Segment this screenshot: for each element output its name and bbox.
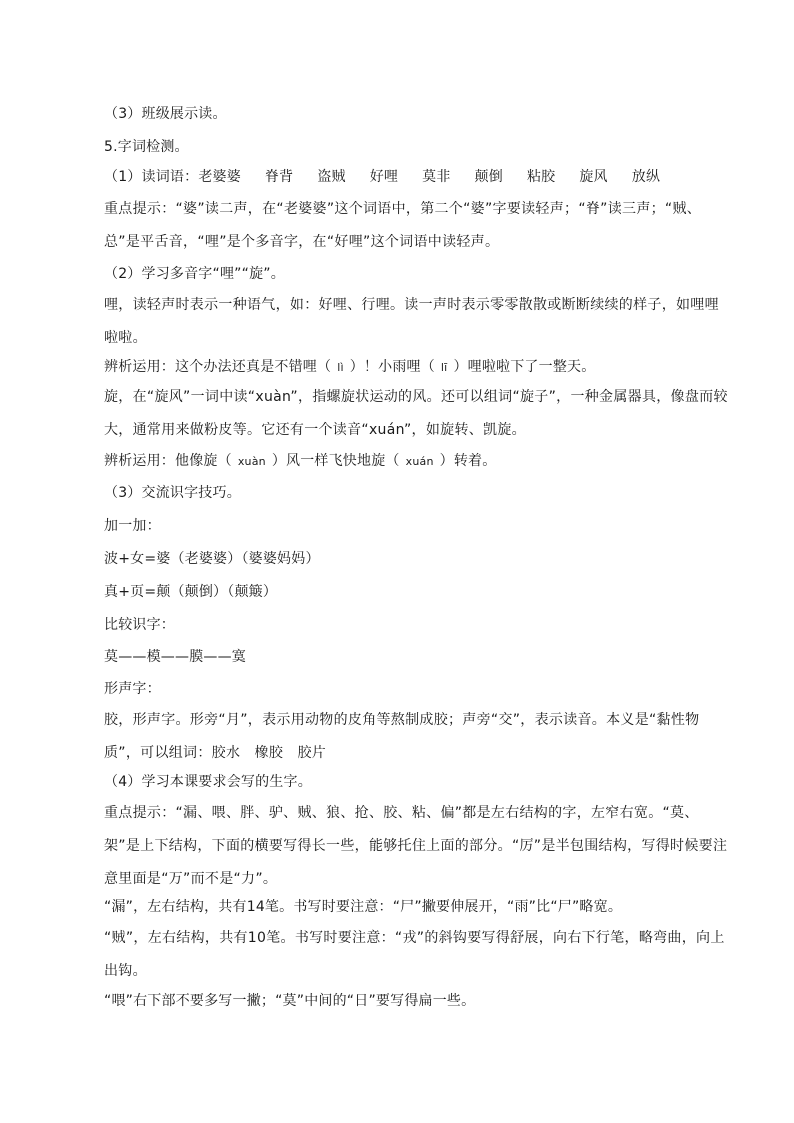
line-compare-chars: 莫——模——膜——寞 — [104, 649, 246, 665]
word-item: 好哩 — [369, 169, 399, 185]
word-item: 莫非 — [422, 169, 451, 185]
paragraph-text: 旋，在“旋风”一词中读“xuàn”，指螺旋状运动的风。还可以组词“旋子”，一种金属器具，像盘而较大，通常用来做粉皮等。它还有一个读音“xuán”，如旋转、凯旋。 — [104, 389, 728, 438]
paragraph-key-tips-1 — [90, 193, 730, 259]
paragraph-text: 重点提示：“婆”读二声，在“老婆婆”这个词语中，第二个“婆”字要读轻声；“脊”读三声；“贼、总”是平舌音，“哩”是个多音字，在“好哩”这个词语中读轻声。 — [104, 201, 702, 250]
line-add-dian: 真+页=颠（颠倒）（颠簸） — [104, 584, 278, 600]
text-segment: ）转着。 — [439, 453, 497, 469]
text-segment: ）哩啦啦下了一整天。 — [453, 359, 596, 375]
pinyin-answer: lī — [440, 361, 448, 374]
word-item: 脊背 — [264, 169, 294, 185]
pinyin-answer: xuàn — [237, 455, 266, 468]
word-list-prefix: （1）读词语： — [104, 169, 199, 185]
word-item: 粘胶 — [526, 169, 556, 185]
text-segment: ）风一样飞快地旋（ — [271, 453, 400, 469]
line-li-practice — [104, 357, 744, 378]
pinyin-answer: xuán — [405, 455, 434, 468]
line-polyphonic-heading: （2）学习多音字“哩”“旋”。 — [104, 266, 285, 282]
text-segment: 辨析运用：这个办法还真是不错哩（ — [104, 359, 332, 375]
line-class-reading: （3）班级展示读。 — [104, 106, 227, 122]
paragraph-text: 哩，读轻声时表示一种语气，如：好哩、行哩。读一声时表示零零散散或断断续续的样子，如哩哩啦啦。 — [104, 297, 719, 346]
line-literacy-skills: （3）交流识字技巧。 — [104, 485, 241, 501]
paragraph-zei-tips — [90, 922, 730, 988]
line-word-check-heading: 5.字词检测。 — [104, 139, 189, 155]
paragraph-text: 胶，形声字。形旁“月”，表示用动物的皮角等熬制成胶；声旁“交”，表示读音。本义是“黏性物质”，可以组词：胶水 橡胶 胶片 — [104, 712, 700, 761]
word-item: 盗贼 — [317, 169, 346, 185]
line-add-heading: 加一加： — [104, 518, 161, 534]
paragraph-key-tips-2 — [90, 797, 730, 896]
paragraph-li-explanation — [90, 289, 730, 355]
line-lou-tips: “漏”，左右结构，共有14笔。书写时要注意：“尸”撇要伸展开，“雨”比“尸”略宽。 — [104, 899, 623, 915]
word-item: 放纵 — [631, 169, 661, 185]
word-item: 老婆婆 — [198, 169, 241, 185]
line-word-list — [104, 167, 744, 187]
text-segment: 辨析运用：他像旋（ — [104, 453, 232, 469]
word-item: 旋风 — [579, 169, 608, 185]
line-add-po: 波+女=婆（老婆婆）（婆婆妈妈） — [104, 551, 320, 567]
line-write-heading: （4）学习本课要求会写的生字。 — [104, 774, 312, 790]
line-phonetic-heading: 形声字： — [104, 681, 161, 697]
paragraph-xuan-explanation — [90, 381, 730, 447]
line-xuan-practice — [104, 451, 744, 472]
paragraph-text: “贼”，左右结构，共有10笔。书写时要注意：“戎”的斜钩要写得舒展，向右下行笔，略弯曲，向上出钩。 — [104, 930, 725, 979]
line-wei-mo-tips: “喂”右下部不要多写一撇；“莫”中间的“日”要写得扁一些。 — [104, 993, 476, 1009]
pinyin-answer: lì — [337, 361, 344, 374]
line-compare-heading: 比较识字： — [104, 617, 175, 633]
word-item: 颠倒 — [474, 169, 503, 185]
text-segment: ）！小雨哩（ — [349, 359, 435, 375]
paragraph-text: 重点提示：“漏、喂、胖、驴、贼、狼、抢、胶、粘、偏”都是左右结构的字，左窄右宽。“莫、架”是上下结构，下面的横要写得长一些，能够托住上面的部分。“厉”是半包围结构，写得时候要注意里面是“万”而不是“力”。 — [104, 805, 728, 887]
paragraph-jiao-explanation — [90, 704, 730, 770]
